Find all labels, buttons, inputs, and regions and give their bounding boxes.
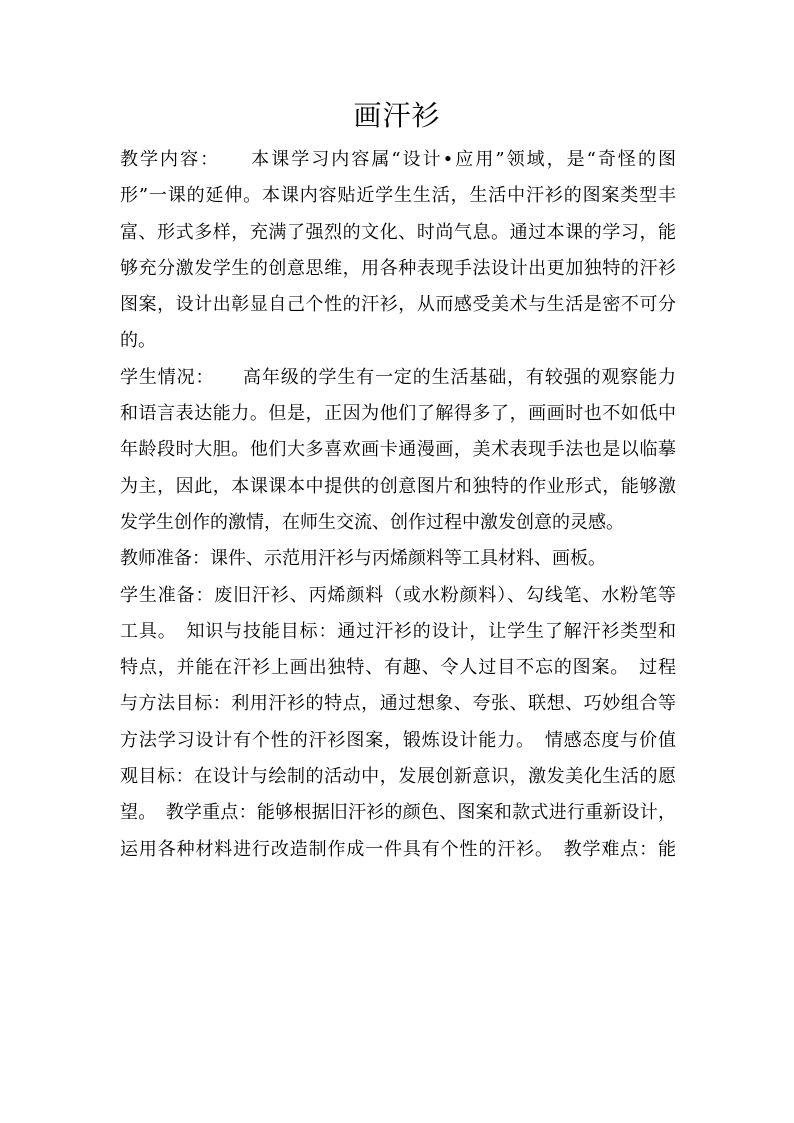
text-line-17: 方法学习设计有个性的汗衫图案，锻炼设计能力。 情感态度与价值	[120, 729, 676, 751]
text-line-20: 运用各种材料进行改造制作成一件具有个性的汗衫。 教学难点：能	[120, 838, 676, 860]
text-line-15: 特点，并能在汗衫上画出独特、有趣、令人过目不忘的图案。 过程	[120, 657, 676, 679]
document-body	[120, 142, 676, 868]
text-line-1: 教学内容： 本课学习内容属“设计•应用”领域，是“奇怪的图	[120, 149, 676, 170]
text-line-5: 图案，设计出彰显自己个性的汗衫，从而感受美术与生活是密不可分	[120, 294, 676, 316]
text-line-9: 年龄段时大胆。他们大多喜欢画卡通漫画，美术表现手法也是以临摹	[120, 439, 676, 461]
text-line-8: 和语言表达能力。但是，正因为他们了解得多了，画画时也不如低中	[120, 403, 676, 425]
text-line-13: 学生准备：废旧汗衫、丙烯颜料（或水粉颜料）、勾线笔、水粉笔等	[120, 584, 676, 606]
text-line-10: 为主，因此，本课课本中提供的创意图片和独特的作业形式，能够激	[120, 475, 676, 497]
text-line-3: 富、形式多样，充满了强烈的文化、时尚气息。通过本课的学习，能	[120, 221, 676, 243]
text-line-11: 发学生创作的激情，在师生交流、创作过程中激发创意的灵感。	[120, 511, 624, 533]
text-line-6: 的。	[120, 330, 156, 352]
text-line-7: 学生情况： 高年级的学生有一定的生活基础，有较强的观察能力	[120, 366, 676, 388]
text-line-14: 工具。 知识与技能目标：通过汗衫的设计，让学生了解汗衫类型和	[120, 620, 676, 642]
text-line-16: 与方法目标：利用汗衫的特点，通过想象、夸张、联想、巧妙组合等	[120, 693, 676, 715]
text-line-18: 观目标：在设计与绘制的活动中，发展创新意识，激发美化生活的愿	[120, 766, 676, 788]
page-title: 画汗衫	[353, 99, 441, 132]
text-line-19: 望。 教学重点：能够根据旧汗衫的颜色、图案和款式进行重新设计，	[120, 802, 676, 824]
text-line-4: 够充分激发学生的创意思维，用各种表现手法设计出更加独特的汗衫	[120, 257, 676, 279]
text-line-12: 教师准备：课件、示范用汗衫与丙烯颜料等工具材料、画板。	[120, 548, 606, 570]
text-line-2: 形”一课的延伸。本课内容贴近学生生活，生活中汗衫的图案类型丰	[120, 185, 676, 207]
